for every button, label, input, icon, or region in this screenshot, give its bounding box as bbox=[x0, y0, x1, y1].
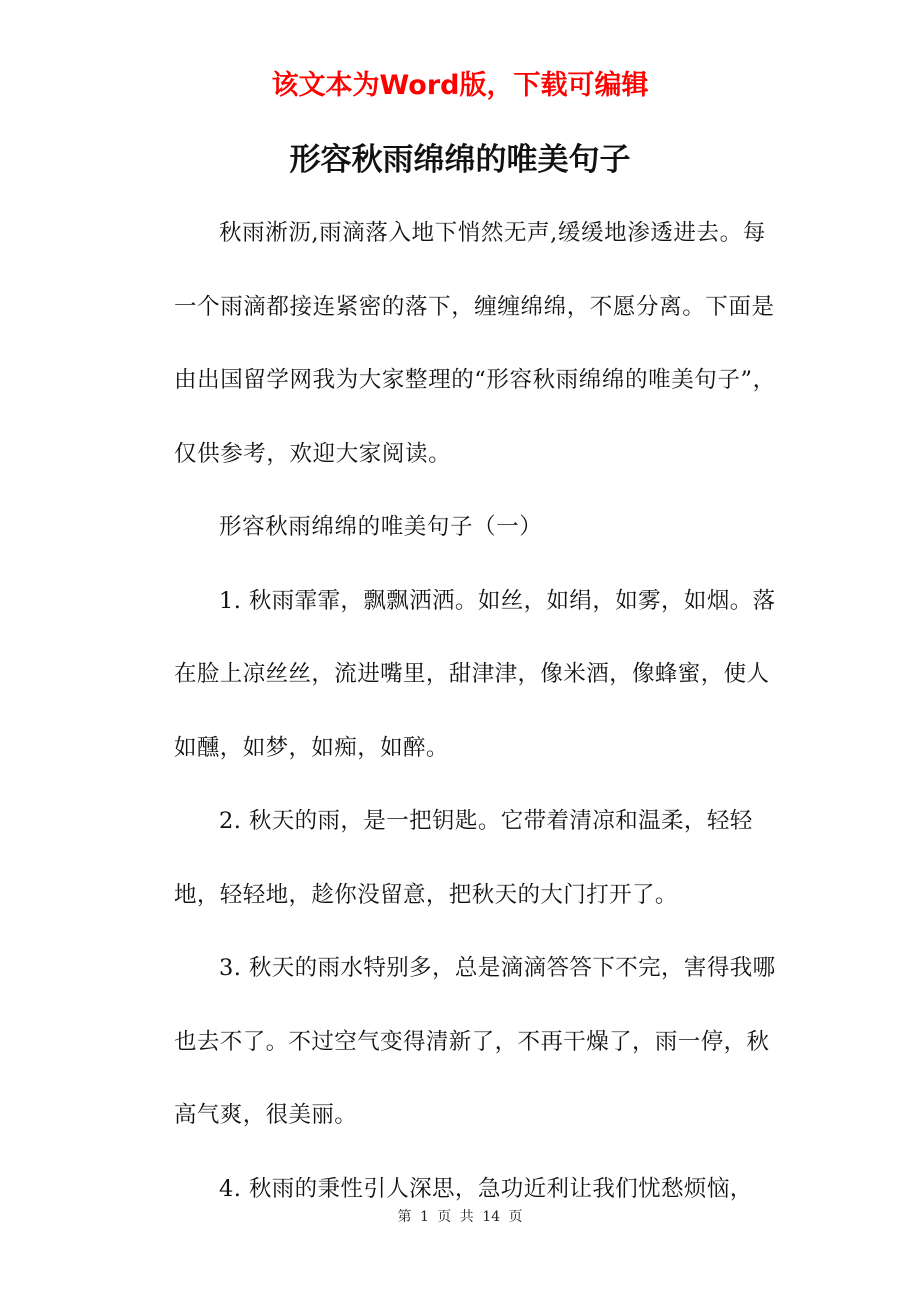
download-banner: 该文本为Word版，下载可编辑 bbox=[271, 70, 649, 101]
section-heading: 形容秋雨绵绵的唯美句子（一） bbox=[219, 514, 543, 540]
intro-paragraph: 秋雨淅沥,雨滴落入地下悄然无声,缓缓地渗透进去。每一个雨滴都接连紧密的落下，缠缠绵绵，不愿分离。下面是由出国留学网我为大家整理的“形容秋雨绵绵的唯美句子”，仅供参考，欢迎大家阅读。 bbox=[174, 220, 776, 467]
page-number-footer: 第 1 页 共 14 页 bbox=[397, 1209, 523, 1225]
list-item: 1. 秋雨霏霏，飘飘洒洒。如丝，如绢，如雾，如烟。落在脸上凉丝丝，流进嘴里，甜津津，像米酒，像蜂蜜，使人如醺，如梦，如痴，如醉。 bbox=[174, 587, 776, 761]
list-item: 3. 秋天的雨水特别多，总是滴滴答答下不完，害得我哪也去不了。不过空气变得清新了，不再干燥了，雨一停，秋高气爽，很美丽。 bbox=[174, 955, 776, 1128]
page-title: 形容秋雨绵绵的唯美句子 bbox=[289, 142, 631, 178]
article-body bbox=[174, 197, 786, 1226]
list-item: 4. 秋雨的秉性引人深思，急功近利让我们忧愁烦恼， bbox=[219, 1175, 753, 1202]
list-item: 2. 秋天的雨，是一把钥匙。它带着清凉和温柔，轻轻地，轻轻地，趁你没留意，把秋天的大门打开了。 bbox=[174, 808, 753, 908]
